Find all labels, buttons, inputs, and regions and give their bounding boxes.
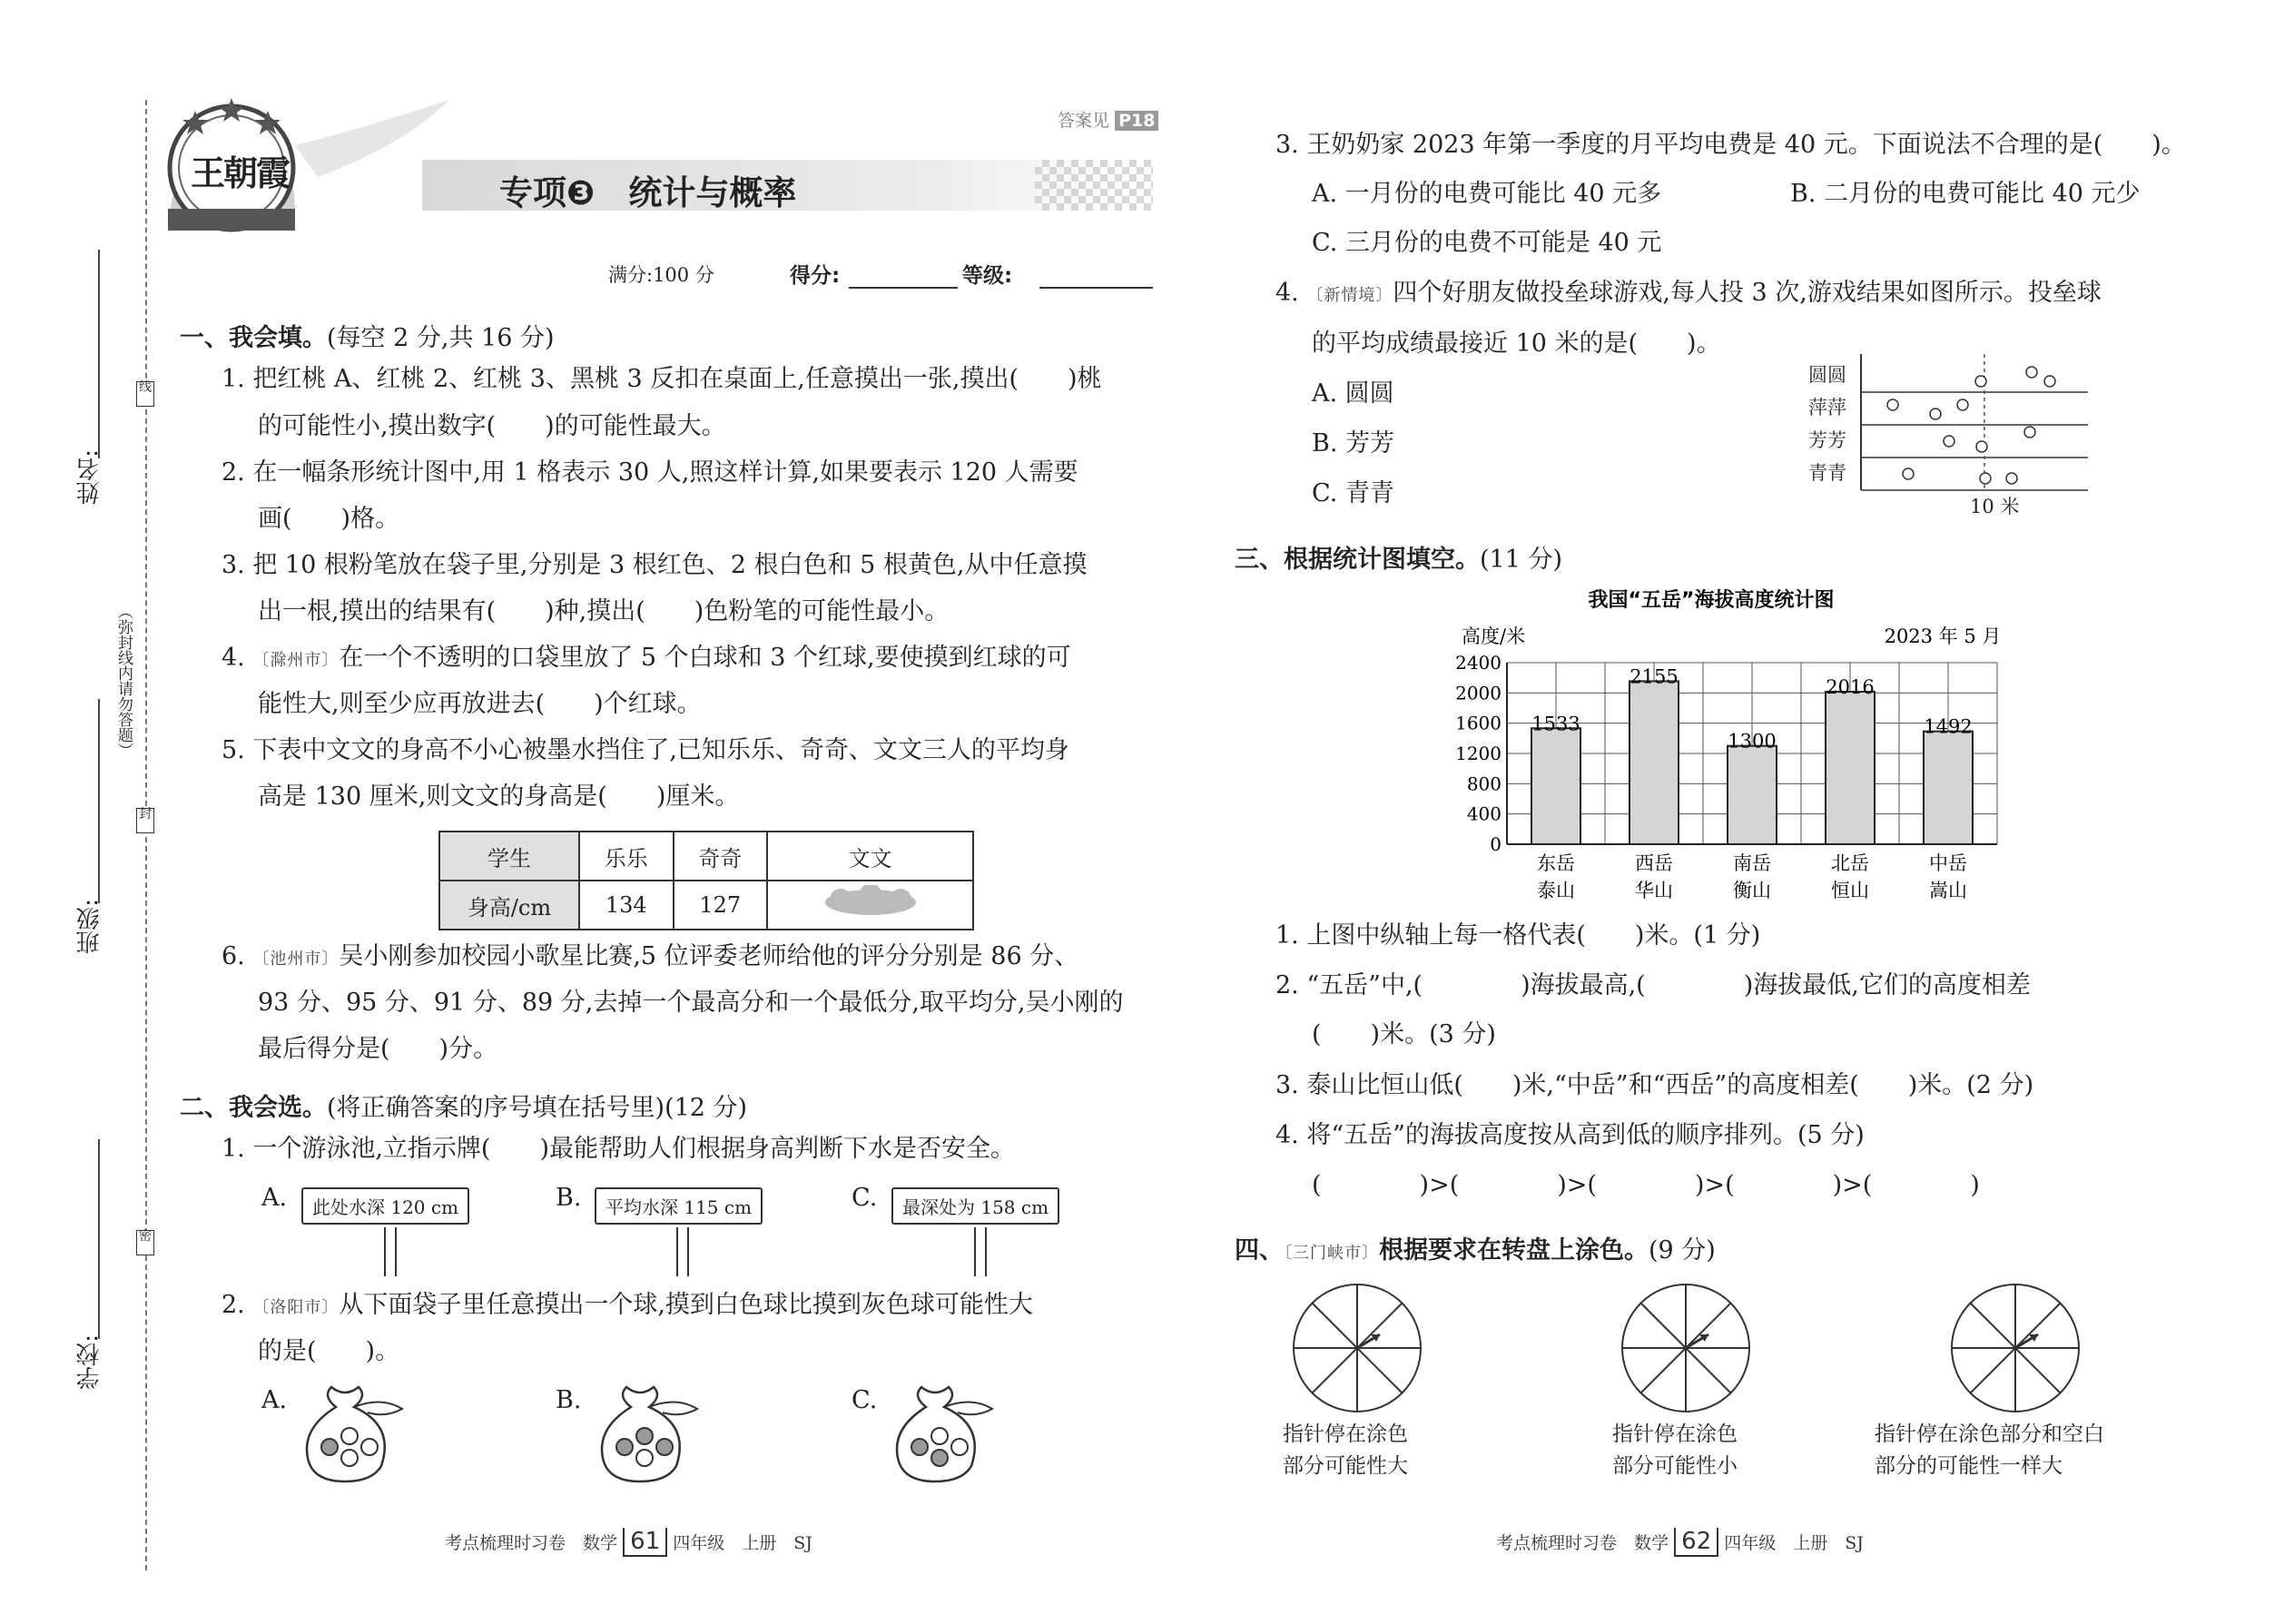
chart-xtick: 恒山 — [1831, 880, 1869, 901]
table-header-student: 学生 — [439, 832, 579, 881]
chart-xtick: 中岳 — [1929, 852, 1967, 874]
s2-q3-option-a: A. 一月份的电费可能比 40 元多 — [1312, 180, 1662, 208]
seal-note: （弥封线内请勿答题） — [114, 604, 133, 758]
s1-q6-line3: 最后得分是( )分。 — [258, 1035, 498, 1063]
score-line — [849, 287, 958, 289]
grade-label: 等级: — [962, 264, 1013, 288]
s1-q5-line1: 5. 下表中文文的身高不小心被墨水挡住了,已知乐乐、奇奇、文文三人的平均身 — [222, 736, 1069, 764]
spinner-2[interactable] — [1618, 1280, 1754, 1416]
chart-xtick: 西岳 — [1635, 852, 1673, 874]
s1-q6-tag: 〔池州市〕 — [252, 950, 340, 969]
section-3-heading: 三、根据统计图填空。 — [1235, 546, 1480, 574]
chart-bar-1 — [1629, 681, 1679, 844]
checker-pattern — [1035, 160, 1153, 211]
sign-c: 最深处为 158 cm — [891, 1187, 1059, 1225]
s3-q1: 1. 上图中纵轴上每一格代表( )米。(1 分) — [1275, 921, 1761, 950]
dot-axis-label: 10 米 — [1970, 496, 2020, 517]
chart-ytick: 2000 — [1455, 682, 1501, 704]
chart-xtick: 衡山 — [1733, 880, 1771, 901]
footer-left-grade: 四年级 上册 SJ — [673, 1533, 812, 1553]
chart-bar-2 — [1728, 746, 1777, 844]
spinner-3-caption-line1: 指针停在涂色部分和空白 — [1875, 1422, 2104, 1446]
sign-b-post — [676, 1227, 689, 1276]
full-score: 满分:100 分 — [608, 264, 714, 286]
s2-q1: 1. 一个游泳池,立指示牌( )最能帮助人们根据身高判断下水是否安全。 — [222, 1135, 1015, 1163]
sign-a-post — [384, 1227, 397, 1276]
chart-ytick: 2400 — [1455, 652, 1501, 674]
section-3-note: (11 分) — [1480, 546, 1563, 574]
school-label: 学校: — [76, 1334, 103, 1390]
footer-right — [1496, 1528, 1864, 1557]
s1-q2-line1: 2. 在一幅条形统计图中,用 1 格表示 30 人,照这样计算,如果要表示 120 人需要 — [222, 458, 1078, 487]
grade-line — [1039, 287, 1153, 289]
table-header-lele: 乐乐 — [579, 832, 674, 881]
s2-q4-option-a: A. 圆圆 — [1312, 379, 1394, 408]
s1-q6-text: 吴小刚参加校园小歌星比赛,5 位评委老师给他的评分分别是 86 分、 — [339, 942, 1079, 970]
chart-xtick: 嵩山 — [1929, 880, 1967, 901]
bag-option-b: B. — [556, 1386, 582, 1414]
s1-q5-line2: 高是 130 厘米,则文文的身高是( )厘米。 — [258, 782, 740, 811]
chart-xtick: 东岳 — [1537, 852, 1575, 874]
chart-data-label: 1300 — [1728, 730, 1777, 753]
s2-q2-line2: 的是( )。 — [258, 1337, 400, 1365]
class-label: 班级: — [76, 899, 103, 954]
footer-right-grade: 四年级 上册 SJ — [1724, 1533, 1864, 1553]
bag-option-a: A. — [261, 1386, 288, 1414]
answer-ref — [1058, 107, 1158, 132]
dot-row-label-pingping: 萍萍 — [1808, 397, 1846, 418]
chart-ytick: 400 — [1466, 802, 1501, 825]
section-3-title — [1235, 539, 1562, 575]
s1-q4-text: 在一个不透明的口袋里放了 5 个白球和 3 个红球,要使摸到红球的可 — [339, 644, 1071, 672]
s1-q1-line1: 1. 把红桃 A、红桃 2、红桃 3、黑桃 3 反扣在桌面上,任意摸出一张,摸出( )桃 — [222, 365, 1102, 393]
bag-option-c: C. — [852, 1386, 878, 1414]
dot-row-label-fangfang: 芳芳 — [1808, 429, 1846, 451]
s1-q4-line1: 4. 〔滁州市〕在一个不透明的口袋里放了 5 个白球和 3 个红球,要使摸到红球的可 — [222, 644, 1071, 672]
s3-q2-line2: ( )米。(3 分) — [1312, 1020, 1496, 1048]
s1-q6-line1: 6. 〔池州市〕吴小刚参加校园小歌星比赛,5 位评委老师给他的评分分别是 86 分、 — [222, 942, 1079, 970]
s2-q2-text: 从下面袋子里任意摸出一个球,摸到白色球比摸到灰色球可能性大 — [339, 1291, 1033, 1319]
s2-q2-tag: 〔洛阳市〕 — [252, 1298, 340, 1317]
chart-ylabel: 高度/米 — [1462, 625, 1526, 647]
section-1-title — [180, 318, 555, 353]
s2-q4-option-b: B. 芳芳 — [1312, 429, 1395, 458]
binding-line — [145, 100, 147, 1570]
s2-q4-line1: 4. 〔新情境〕四个好朋友做投垒球游戏,每人投 3 次,游戏结果如图所示。投垒球 — [1275, 279, 2102, 307]
s2-q3: 3. 王奶奶家 2023 年第一季度的月平均电费是 40 元。下面说法不合理的是( )。 — [1275, 131, 2186, 159]
section-1-heading: 一、我会填。 — [180, 324, 327, 352]
chart-data-label: 2155 — [1629, 665, 1679, 688]
page-number-62: 62 — [1674, 1528, 1718, 1557]
s2-q3-option-c: C. 三月份的电费不可能是 40 元 — [1312, 229, 1662, 257]
chart-data-label: 2016 — [1826, 676, 1875, 698]
page-title: 专项❸ 统计与概率 — [499, 173, 797, 212]
s2-q1-option-a: A. — [261, 1184, 288, 1212]
chart-data-label: 1533 — [1531, 713, 1580, 735]
chart-xtick: 华山 — [1635, 880, 1673, 901]
chart-bar-4 — [1924, 732, 1973, 844]
chart-data-label: 1492 — [1924, 715, 1973, 738]
s2-q3-option-b: B. 二月份的电费可能比 40 元少 — [1790, 180, 2141, 208]
section-2-title — [180, 1088, 747, 1123]
s2-q2-line1: 2. 〔洛阳市〕从下面袋子里任意摸出一个球,摸到白色球比摸到灰色球可能性大 — [222, 1291, 1033, 1319]
s3-q4-line2: ( )>( )>( )>( )>( ) — [1312, 1171, 1980, 1199]
spinner-3-caption-line2: 部分的可能性一样大 — [1875, 1454, 2063, 1478]
bar-chart — [1434, 581, 2024, 908]
s2-q1-option-b: B. — [556, 1184, 582, 1212]
dot-row-label-qingqing: 青青 — [1808, 462, 1846, 484]
spinner-2-caption-line2: 部分可能性小 — [1612, 1454, 1738, 1478]
s2-q4-line2: 的平均成绩最接近 10 米的是( )。 — [1312, 330, 1721, 358]
chart-bar-0 — [1531, 728, 1580, 844]
section-4-note: (9 分) — [1649, 1236, 1716, 1265]
dot-row-label-yuanyuan: 圆圆 — [1808, 364, 1846, 386]
name-label: 姓名: — [76, 449, 103, 505]
chart-bar-3 — [1826, 692, 1875, 844]
sign-b: 平均水深 115 cm — [595, 1187, 763, 1225]
spinner-3[interactable] — [1947, 1280, 2083, 1416]
bag-b-icon — [590, 1380, 708, 1489]
s2-q4-option-c: C. 青青 — [1312, 479, 1394, 507]
footer-left — [445, 1528, 812, 1557]
spinner-2-caption-line1: 指针停在涂色 — [1612, 1422, 1738, 1446]
table-header-wenwen: 文文 — [767, 832, 973, 881]
chart-subtitle: 2023 年 5 月 — [1884, 625, 2002, 647]
spinner-1-caption-line2: 部分可能性大 — [1283, 1454, 1408, 1478]
section-4-heading: 四、 — [1235, 1236, 1284, 1265]
s2-q1-option-c: C. — [852, 1184, 878, 1212]
answer-page-badge: P18 — [1115, 111, 1158, 131]
answer-ref-label: 答案见 — [1058, 111, 1110, 131]
section-2-note: (将正确答案的序号填在括号里)(12 分) — [327, 1094, 748, 1122]
section-2-heading: 二、我会选。 — [180, 1094, 327, 1122]
chart-ytick: 1200 — [1455, 743, 1501, 764]
height-table — [438, 831, 974, 930]
seal-mark-2: 封 — [136, 808, 154, 833]
school-line — [98, 1139, 100, 1339]
table-header-qiqi: 奇奇 — [674, 832, 768, 881]
footer-left-series: 考点梳理时习卷 数学 — [445, 1533, 618, 1553]
s1-q4-tag: 〔滁州市〕 — [252, 651, 340, 670]
ink-blot-icon — [821, 885, 921, 920]
logo-text: 王朝霞 — [191, 153, 290, 193]
chart-xtick: 泰山 — [1537, 880, 1575, 901]
section-4-title — [1235, 1230, 1716, 1265]
section-1-note: (每空 2 分,共 16 分) — [327, 324, 555, 352]
table-cell-wenwen — [767, 881, 973, 930]
s1-q1-line2: 的可能性小,摸出数字( )的可能性最大。 — [258, 412, 726, 440]
spinner-1[interactable] — [1289, 1280, 1425, 1416]
s2-q4-text: 四个好朋友做投垒球游戏,每人投 3 次,游戏结果如图所示。投垒球 — [1393, 279, 2102, 307]
chart-xtick: 南岳 — [1733, 852, 1771, 874]
s3-q3: 3. 泰山比恒山低( )米,“中岳”和“西岳”的高度相差( )米。(2 分) — [1275, 1071, 2034, 1099]
throw-dot-plot — [1807, 354, 2097, 522]
section-4-tag: 〔三门峡市〕 — [1284, 1244, 1379, 1263]
chart-ytick: 1600 — [1455, 712, 1501, 734]
s2-q4-tag: 〔新情境〕 — [1306, 286, 1393, 305]
footer-right-series: 考点梳理时习卷 数学 — [1496, 1533, 1669, 1553]
seal-mark-1: 线 — [136, 381, 154, 407]
section-4-text: 根据要求在转盘上涂色。 — [1379, 1236, 1649, 1265]
s1-q2-line2: 画( )格。 — [258, 505, 400, 533]
chart-xtick: 北岳 — [1831, 852, 1869, 874]
bag-a-icon — [295, 1380, 413, 1489]
bag-c-icon — [885, 1380, 1003, 1489]
table-row-label: 身高/cm — [439, 881, 579, 930]
s1-q4-line2: 能性大,则至少应再放进去( )个红球。 — [258, 690, 702, 718]
sign-a: 此处水深 120 cm — [301, 1187, 469, 1225]
name-line — [98, 250, 100, 458]
chart-ytick: 0 — [1490, 833, 1501, 855]
table-cell-qiqi: 127 — [674, 881, 768, 930]
seal-mark-3: 密 — [136, 1230, 154, 1255]
s3-q2-line1: 2. “五岳”中,( )海拔最高,( )海拔最低,它们的高度相差 — [1275, 971, 2031, 999]
chart-ytick: 800 — [1466, 773, 1501, 795]
class-line — [98, 699, 100, 903]
chart-title: 我国“五岳”海拔高度统计图 — [1588, 589, 1835, 612]
score-label: 得分: — [790, 264, 841, 288]
sign-c-post — [974, 1227, 987, 1276]
s1-q3-line2: 出一根,摸出的结果有( )种,摸出( )色粉笔的可能性最小。 — [258, 597, 950, 625]
table-cell-lele: 134 — [579, 881, 674, 930]
page-number-61: 61 — [623, 1528, 667, 1557]
spinner-1-caption-line1: 指针停在涂色 — [1283, 1422, 1408, 1446]
s1-q6-line2: 93 分、95 分、91 分、89 分,去掉一个最高分和一个最低分,取平均分,吴小刚的 — [258, 989, 1124, 1017]
s1-q3-line1: 3. 把 10 根粉笔放在袋子里,分别是 3 根红色、2 根白色和 5 根黄色,从中任意摸 — [222, 551, 1088, 579]
s3-q4-line1: 4. 将“五岳”的海拔高度按从高到低的顺序排列。(5 分) — [1275, 1121, 1865, 1149]
